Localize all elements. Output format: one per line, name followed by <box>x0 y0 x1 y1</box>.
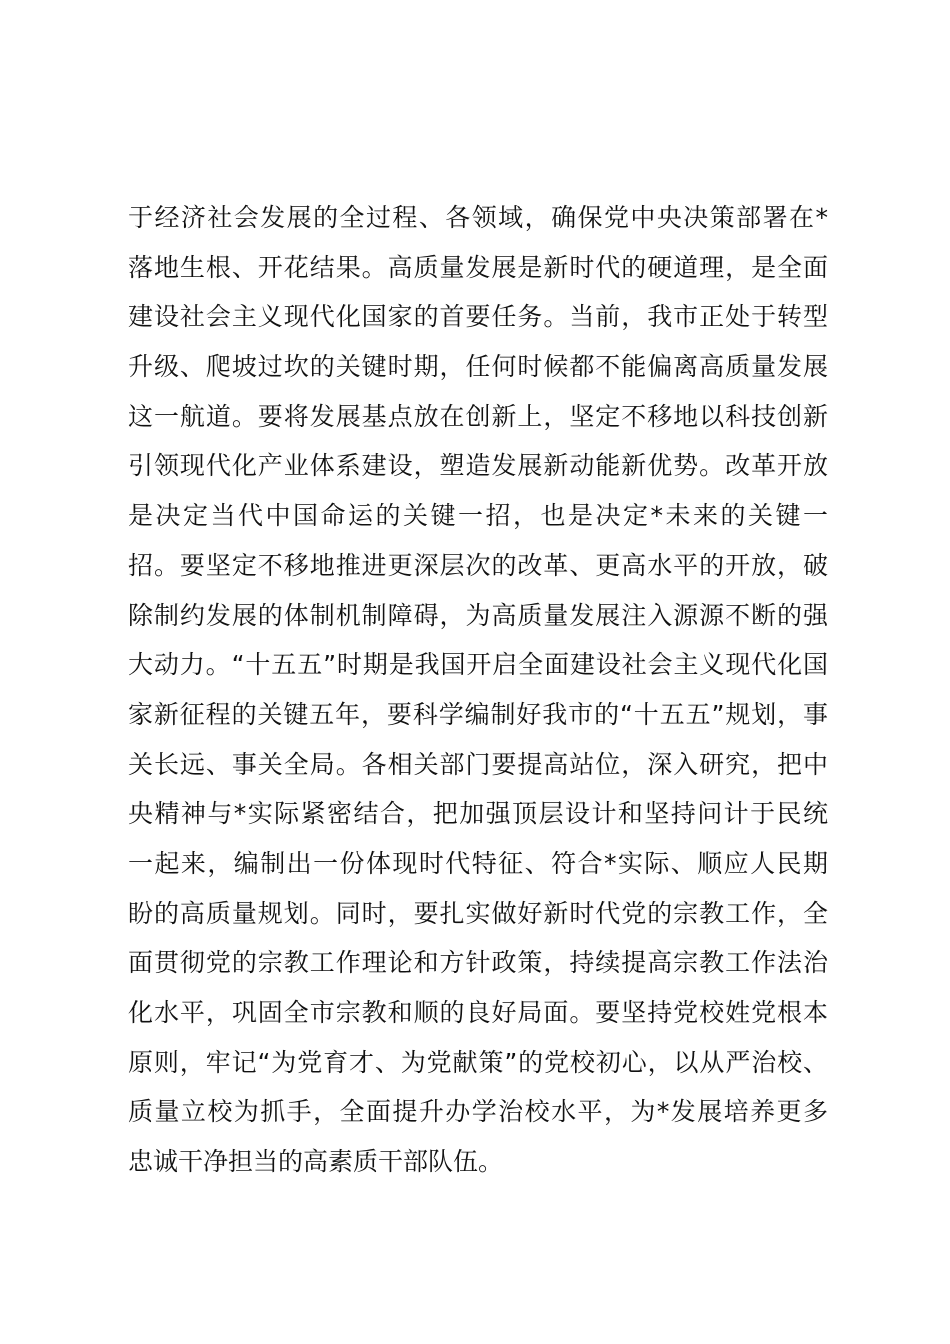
text-line-15: 盼的高质量规划。同时，要扎实做好新时代党的宗教工作，全 <box>128 898 828 928</box>
text-line-13: 央精神与*实际紧密结合，把加强顶层设计和坚持问计于民统 <box>128 799 828 829</box>
text-line-10: 大动力。“十五五”时期是我国开启全面建设社会主义现代化国 <box>128 650 828 680</box>
text-line-20: 忠诚干净担当的高素质干部队伍。 <box>128 1147 504 1177</box>
text-line-16: 面贯彻党的宗教工作理论和方针政策，持续提高宗教工作法治 <box>128 948 828 978</box>
text-line-5: 这一航道。要将发展基点放在创新上，坚定不移地以科技创新 <box>128 401 828 431</box>
text-line-3: 建设社会主义现代化国家的首要任务。当前，我市正处于转型 <box>128 302 828 332</box>
text-line-11: 家新征程的关键五年，要科学编制好我市的“十五五”规划，事 <box>128 699 828 729</box>
text-line-19: 质量立校为抓手，全面提升办学治校水平，为*发展培养更多 <box>128 1097 828 1127</box>
text-line-12: 关长远、事关全局。各相关部门要提高站位，深入研究，把中 <box>128 749 828 779</box>
text-line-1: 于经济社会发展的全过程、各领域，确保党中央决策部署在* <box>128 203 828 232</box>
text-line-6: 引领现代化产业体系建设，塑造发展新动能新优势。改革开放 <box>128 451 828 481</box>
text-line-4: 升级、爬坡过坎的关键时期，任何时候都不能偏离高质量发展 <box>128 352 828 382</box>
body-paragraph <box>128 193 828 1187</box>
text-line-18: 原则，牢记“为党育才、为党献策”的党校初心，以从严治校、 <box>128 1047 828 1077</box>
text-line-17: 化水平，巩固全市宗教和顺的良好局面。要坚持党校姓党根本 <box>128 998 828 1027</box>
text-line-2: 落地生根、开花结果。高质量发展是新时代的硬道理，是全面 <box>128 252 828 282</box>
text-line-14: 一起来，编制出一份体现时代特征、符合*实际、顺应人民期 <box>128 848 828 878</box>
text-line-9: 除制约发展的体制机制障碍，为高质量发展注入源源不断的强 <box>128 600 828 630</box>
text-line-7: 是决定当代中国命运的关键一招，也是决定*未来的关键一 <box>128 501 828 531</box>
text-line-8: 招。要坚定不移地推进更深层次的改革、更高水平的开放，破 <box>128 550 828 580</box>
